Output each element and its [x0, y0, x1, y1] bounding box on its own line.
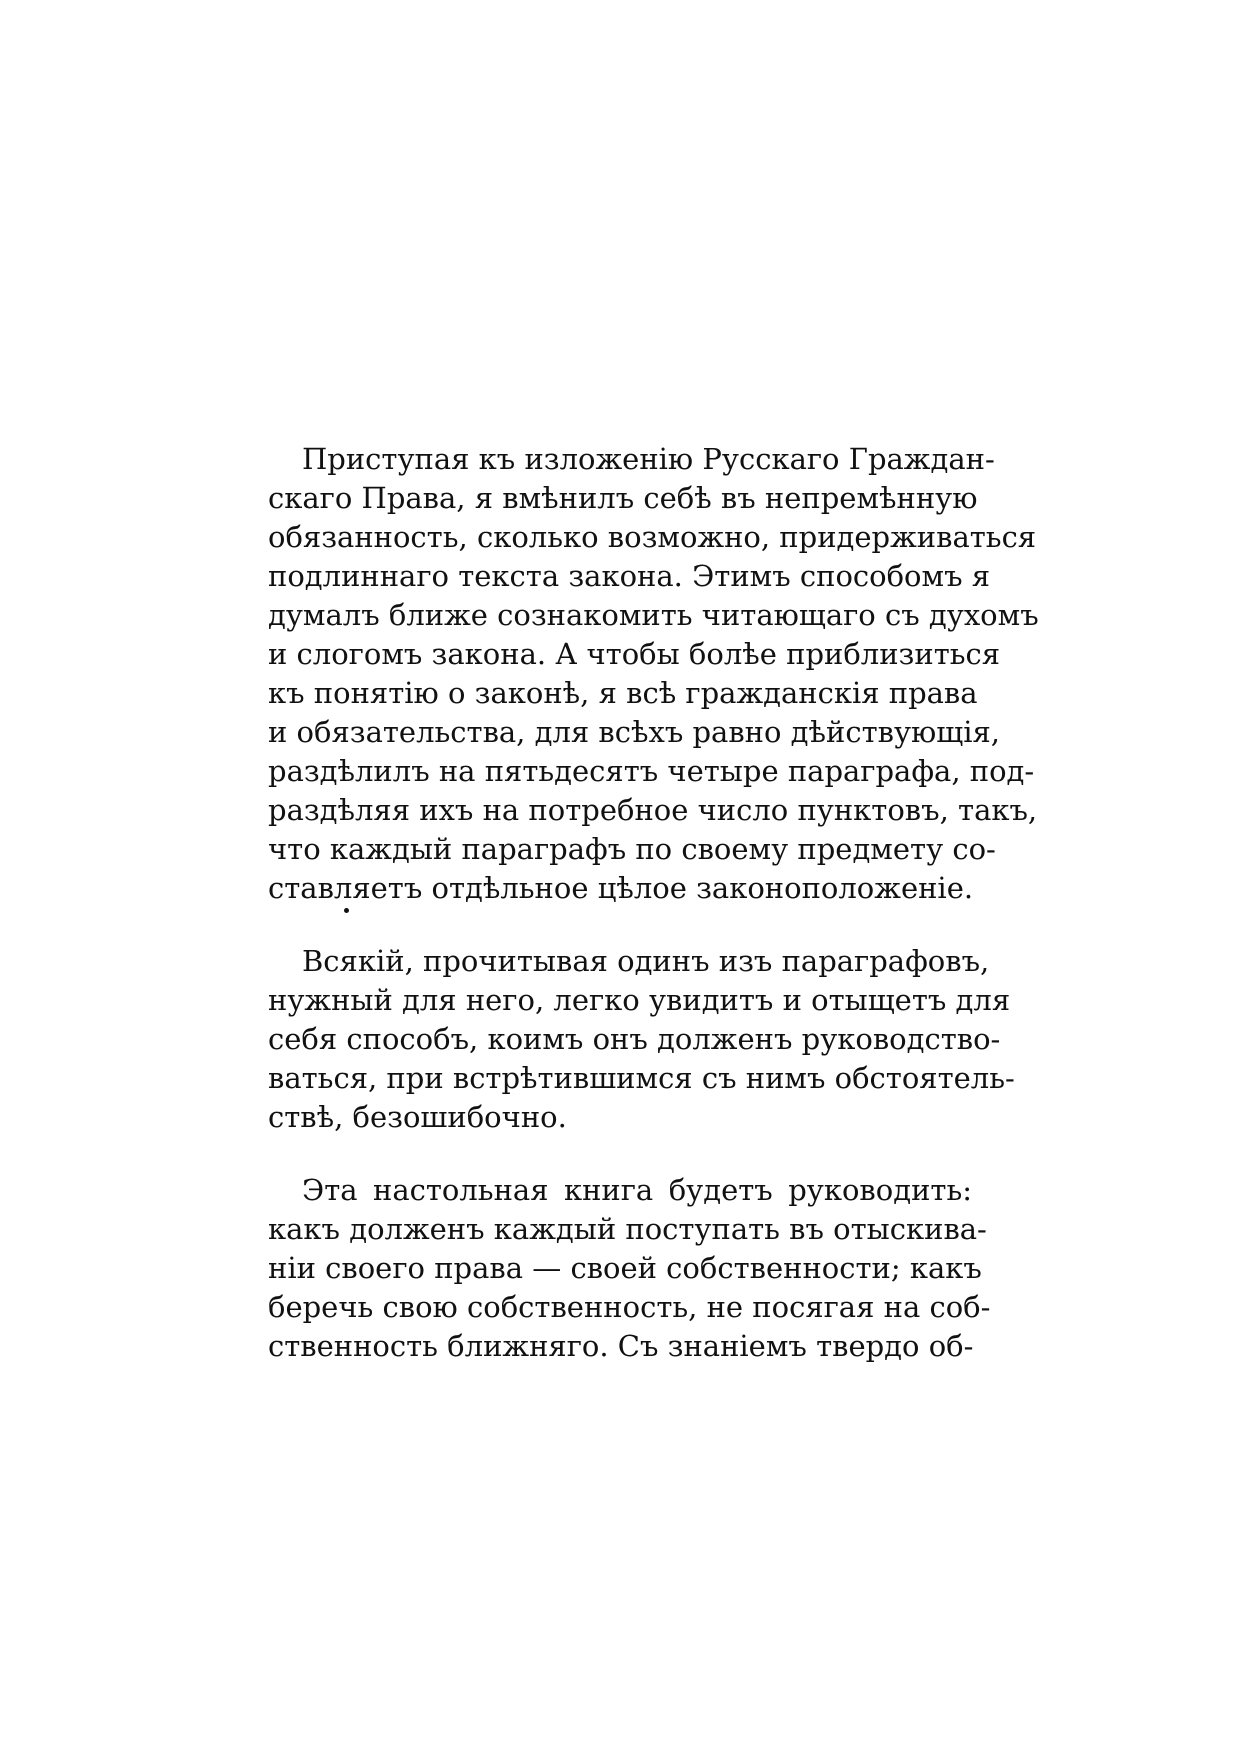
text-line: раздѣлилъ на пятьдесятъ четыре параграфа, под-: [268, 754, 1035, 788]
text-line: ственность ближняго. Съ знаніемъ твердо об-: [268, 1329, 974, 1363]
text-line: какъ долженъ каждый поступать въ отыскива-: [268, 1212, 987, 1246]
text-line: Приступая къ изложенію Русскаго Граждан-: [302, 442, 995, 476]
text-line: подлиннаго текста закона. Этимъ способомъ я: [268, 559, 991, 593]
text-line: ставляетъ отдѣльное цѣлое законоположеніе.: [268, 871, 974, 905]
text-line: къ понятію о законѣ, я всѣ гражданскія права: [268, 676, 978, 710]
text-line: Эта настольная книга будетъ руководить:: [302, 1173, 972, 1207]
text-line: думалъ ближе сознакомить читающаго съ духомъ: [268, 598, 1039, 632]
text-line: ствѣ, безошибочно.: [268, 1100, 567, 1134]
text-line: раздѣляя ихъ на потребное число пунктовъ, такъ,: [268, 793, 1038, 827]
paragraph-1: [268, 440, 1039, 908]
paragraph-2: [268, 942, 1015, 1137]
text-line: ніи своего права — своей собственности; какъ: [268, 1251, 982, 1285]
text-line: себя способъ, коимъ онъ долженъ руководство-: [268, 1022, 1001, 1056]
text-line: обязанность, сколько возможно, придерживаться: [268, 520, 1037, 554]
body-text: [268, 440, 1039, 1366]
paragraph-3: [268, 1171, 991, 1366]
text-line: беречь свою собственность, не посягая на соб-: [268, 1290, 991, 1324]
text-line: нужный для него, легко увидитъ и отыщетъ для: [268, 983, 1011, 1017]
text-line: Всякій, прочитывая одинъ изъ параграфовъ,: [302, 944, 990, 978]
text-line: что каждый параграфъ по своему предмету со-: [268, 832, 996, 866]
text-line: ваться, при встрѣтившимся съ нимъ обстоятель-: [268, 1061, 1015, 1095]
text-line: и обязательства, для всѣхъ равно дѣйствующія,: [268, 715, 1001, 749]
print-speck: [344, 908, 349, 913]
text-line: скаго Права, я вмѣнилъ себѣ въ непремѣнную: [268, 481, 978, 515]
text-line: и слогомъ закона. А чтобы болѣе приблизиться: [268, 637, 1001, 671]
